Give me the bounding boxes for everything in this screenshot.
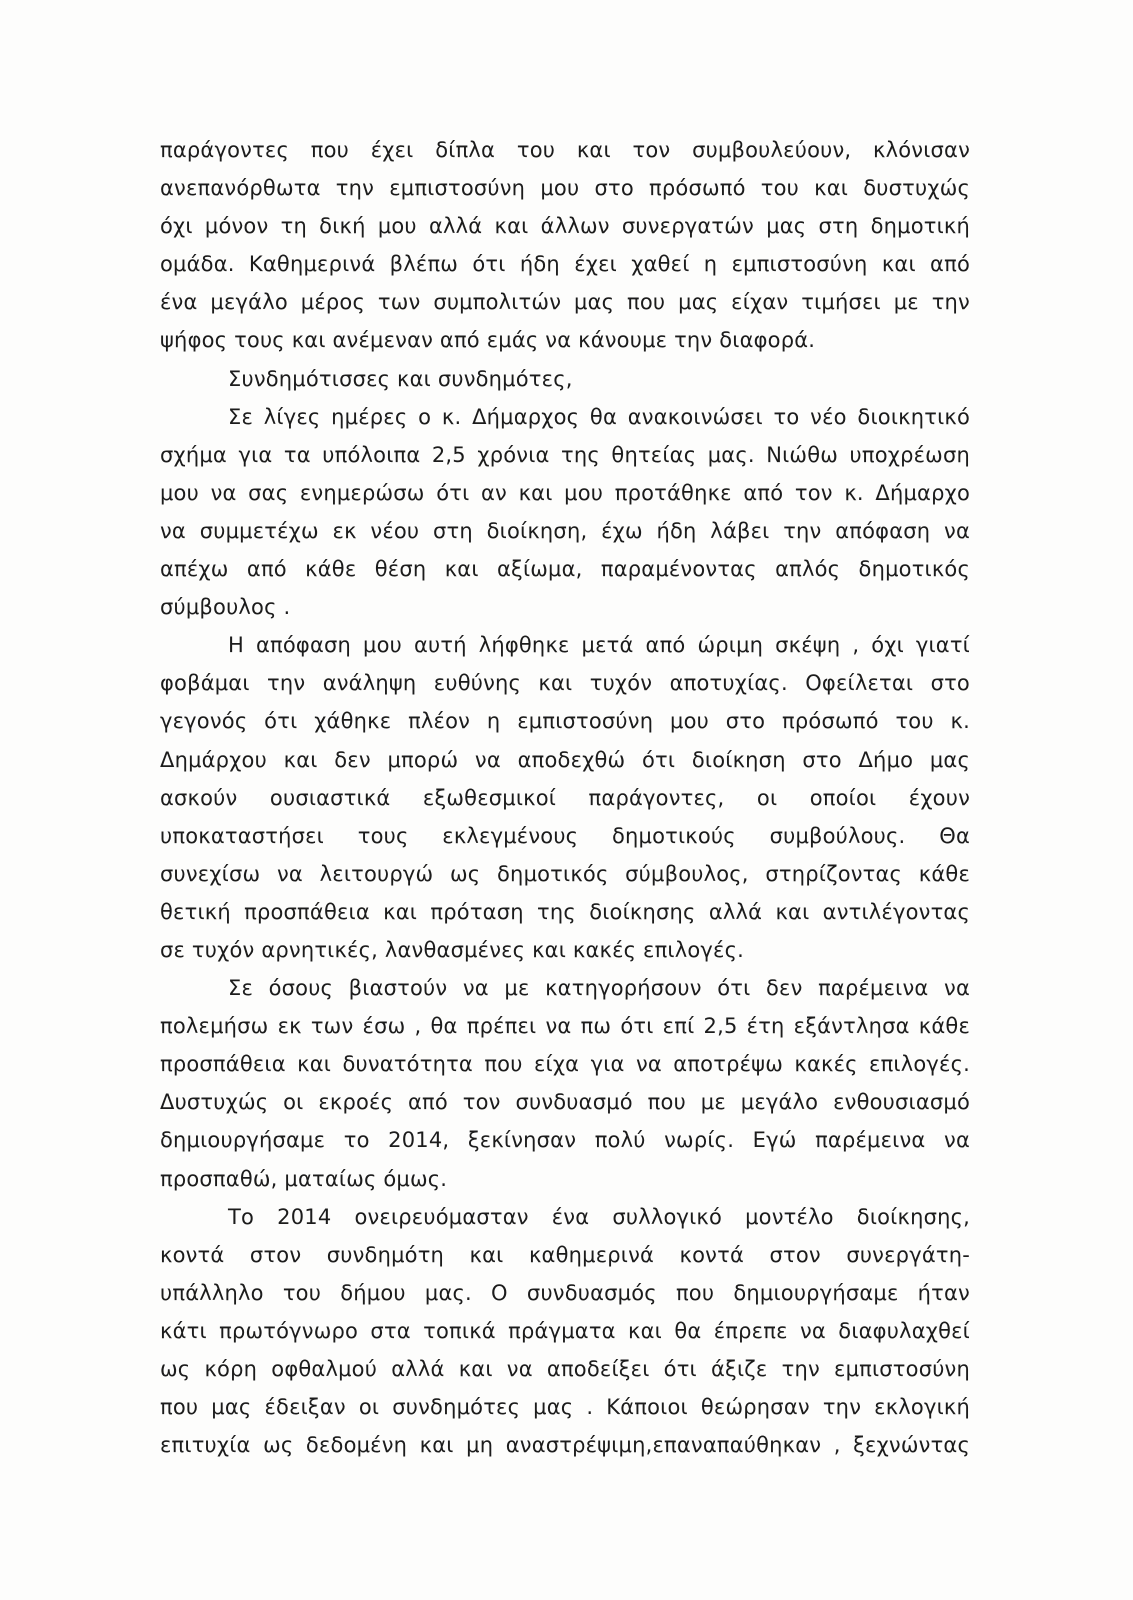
text-line: Η απόφαση μου αυτή λήφθηκε μετά από ώριμη σκέψη , όχι γιατί <box>228 633 970 658</box>
text-line: συνεχίσω να λειτουργώ ως δημοτικός σύμβουλος, στηρίζοντας κάθε <box>160 861 970 886</box>
text-line: ασκούν ουσιαστικά εξωθεσμικοί παράγοντες, οι οποίοι έχουν <box>160 785 970 810</box>
text-line: γεγονός ότι χάθηκε πλέον η εμπιστοσύνη μου στο πρόσωπό του κ. <box>160 709 970 734</box>
text-line: ως κόρη οφθαλμού αλλά και να αποδείξει ότι άξιζε την εμπιστοσύνη <box>160 1357 970 1381</box>
text-line: θετική προσπάθεια και πρόταση της διοίκησης αλλά και αντιλέγοντας <box>160 899 970 924</box>
text-line: Δυστυχώς οι εκροές από τον συνδυασμό που με μεγάλο ενθουσιασμό <box>160 1090 970 1115</box>
text-line: υποκαταστήσει τους εκλεγμένους δημοτικούς συμβούλους. Θα <box>160 823 970 848</box>
text-line: όχι μόνον τη δική μου αλλά και άλλων συνεργατών μας στη δημοτική <box>160 214 970 239</box>
text-line: ψήφος τους και ανέμεναν από εμάς να κάνουμε την διαφορά. <box>160 328 816 353</box>
text-line: υπάλληλο του δήμου μας. Ο συνδυασμός που δημιουργήσαμε ήταν <box>160 1280 970 1305</box>
text-line: κοντά στον συνδημότη και καθημερινά κοντά στον συνεργάτη- <box>160 1242 970 1267</box>
text-line: να συμμετέχω εκ νέου στη διοίκηση, έχω ήδη λάβει την απόφαση να <box>160 518 970 543</box>
text-line: ένα μεγάλο μέρος των συμπολιτών μας που μας είχαν τιμήσει με την <box>160 290 970 315</box>
text-line: απέχω από κάθε θέση και αξίωμα, παραμένοντας απλός δημοτικός <box>160 557 970 582</box>
text-line: κάτι πρωτόγνωρο στα τοπικά πράγματα και θα έπρεπε να διαφυλαχθεί <box>160 1318 970 1343</box>
text-line: σύμβουλος . <box>160 595 291 620</box>
text-line: Σε λίγες ημέρες ο κ. Δήμαρχος θα ανακοινώσει το νέο διοικητικό <box>228 404 970 429</box>
text-line: ανεπανόρθωτα την εμπιστοσύνη μου στο πρόσωπό του και δυστυχώς <box>160 176 970 201</box>
text-line: που μας έδειξαν οι συνδημότες μας . Κάποιοι θεώρησαν την εκλογική <box>160 1395 970 1420</box>
text-line: προσπάθεια και δυνατότητα που είχα για να αποτρέψω κακές επιλογές. <box>160 1052 970 1077</box>
text-line: ομάδα. Καθημερινά βλέπω ότι ήδη έχει χαθεί η εμπιστοσύνη και από <box>160 252 970 277</box>
text-line: Συνδημότισσες και συνδημότες, <box>228 366 573 391</box>
text-line: σχήμα για τα υπόλοιπα 2,5 χρόνια της θητείας μας. Νιώθω υποχρέωση <box>160 442 970 467</box>
text-line: Δημάρχου και δεν μπορώ να αποδεχθώ ότι διοίκηση στο Δήμο μας <box>160 747 970 772</box>
text-line: Σε όσους βιαστούν να με κατηγορήσουν ότι δεν παρέμεινα να <box>228 976 970 1001</box>
text-line: προσπαθώ, ματαίως όμως. <box>160 1166 448 1191</box>
text-line: παράγοντες που έχει δίπλα του και τον συμβουλεύουν, κλόνισαν <box>160 138 970 162</box>
text-line: δημιουργήσαμε το 2014, ξεκίνησαν πολύ νωρίς. Εγώ παρέμεινα να <box>160 1128 970 1153</box>
text-line: φοβάμαι την ανάληψη ευθύνης και τυχόν αποτυχίας. Οφείλεται στο <box>160 671 970 696</box>
text-line: Το 2014 ονειρευόμασταν ένα συλλογικό μοντέλο διοίκησης, <box>228 1204 970 1229</box>
text-line: μου να σας ενημερώσω ότι αν και μου προτάθηκε από τον κ. Δήμαρχο <box>160 480 970 505</box>
text-line: επιτυχία ως δεδομένη και μη αναστρέψιμη,επαναπαύθηκαν , ξεχνώντας <box>160 1433 970 1458</box>
text-line: πολεμήσω εκ των έσω , θα πρέπει να πω ότι επί 2,5 έτη εξάντλησα κάθε <box>160 1014 970 1039</box>
letter-body-text <box>160 131 970 1464</box>
text-line: σε τυχόν αρνητικές, λανθασμένες και κακές επιλογές. <box>160 937 744 962</box>
